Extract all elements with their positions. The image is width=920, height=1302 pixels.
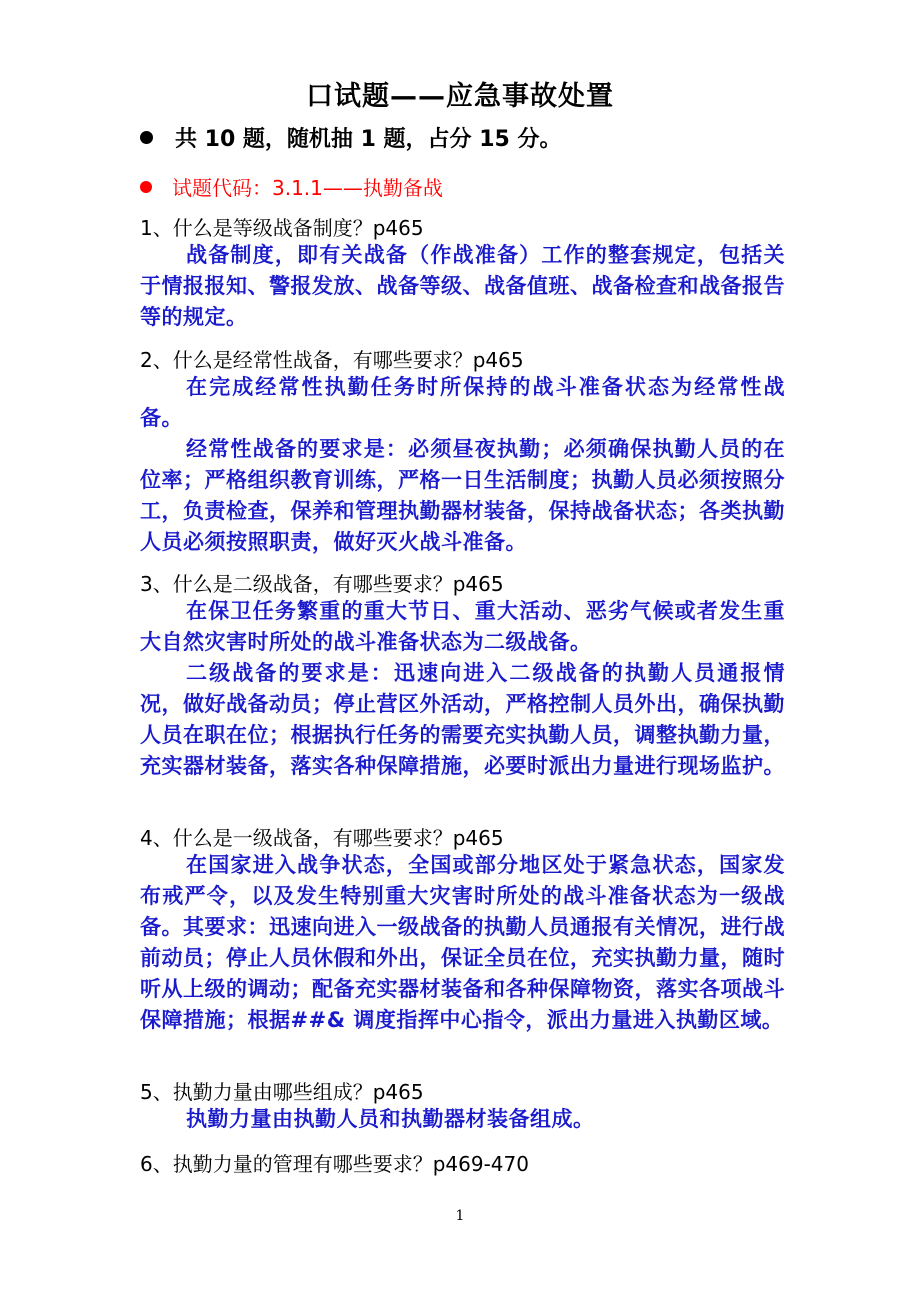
question-5: 5、执勤力量由哪些组成？p465 bbox=[140, 1080, 424, 1104]
answer-5: 执勤力量由执勤人员和执勤器材装备组成。 bbox=[186, 1107, 595, 1131]
question-2: 2、什么是经常性战备，有哪些要求？p465 bbox=[140, 348, 524, 372]
answer-2-requirements: 经常性战备的要求是：必须昼夜执勤；必须确保执勤人员的在位率；严格组织教育训练，严格一日生活制度；执勤人员必须按照分工，负责检查，保养和管理执勤器材装备，保持战备状态；各类执勤人员必须按照职责，做好灭火战斗准备。 bbox=[140, 437, 785, 554]
question-3: 3、什么是二级战备，有哪些要求？p465 bbox=[140, 572, 504, 596]
section-code-line bbox=[140, 172, 443, 201]
intro-line bbox=[140, 122, 562, 153]
question-1: 1、什么是等级战备制度？p465 bbox=[140, 216, 424, 240]
page-title: 口试题——应急事故处置 bbox=[306, 81, 614, 112]
answer-2-definition: 在完成经常性执勤任务时所保持的战斗准备状态为经常性战备。 bbox=[140, 375, 785, 430]
question-6: 6、执勤力量的管理有哪些要求？p469-470 bbox=[140, 1152, 529, 1176]
answer-3-definition: 在保卫任务繁重的重大节日、重大活动、恶劣气候或者发生重大自然灾害时所处的战斗准备状态为二级战备。 bbox=[140, 599, 785, 654]
answer-1: 战备制度，即有关战备（作战准备）工作的整套规定，包括关于情报报知、警报发放、战备等级、战备值班、战备检查和战备报告等的规定。 bbox=[140, 243, 785, 329]
intro-text: 共 10 题，随机抽 1 题，占分 15 分。 bbox=[175, 127, 562, 152]
answer-4: 在国家进入战争状态，全国或部分地区处于紧急状态，国家发布戒严令，以及发生特别重大灾害时所处的战斗准备状态为一级战备。其要求：迅速向进入一级战备的执勤人员通报有关情况，进行战前动员；停止人员休假和外出，保证全员在位，充实执勤力量，随时听从上级的调动；配备充实器材装备和各种保障物资，落实各项战斗保障措施；根据##& 调度指挥中心指令，派出力量进入执勤区域。 bbox=[140, 853, 785, 1032]
answer-3-requirements: 二级战备的要求是：迅速向进入二级战备的执勤人员通报情况，做好战备动员；停止营区外活动，严格控制人员外出，确保执勤人员在职在位；根据执行任务的需要充实执勤人员，调整执勤力量，充实器材装备，落实各种保障措施，必要时派出力量进行现场监护。 bbox=[140, 661, 785, 778]
question-4: 4、什么是一级战备，有哪些要求？p465 bbox=[140, 826, 504, 850]
red-bullet-icon bbox=[140, 181, 152, 193]
section-code-text: 试题代码：3.1.1——执勤备战 bbox=[172, 176, 443, 200]
page-number: 1 bbox=[455, 1208, 465, 1224]
bullet-icon bbox=[140, 131, 153, 144]
